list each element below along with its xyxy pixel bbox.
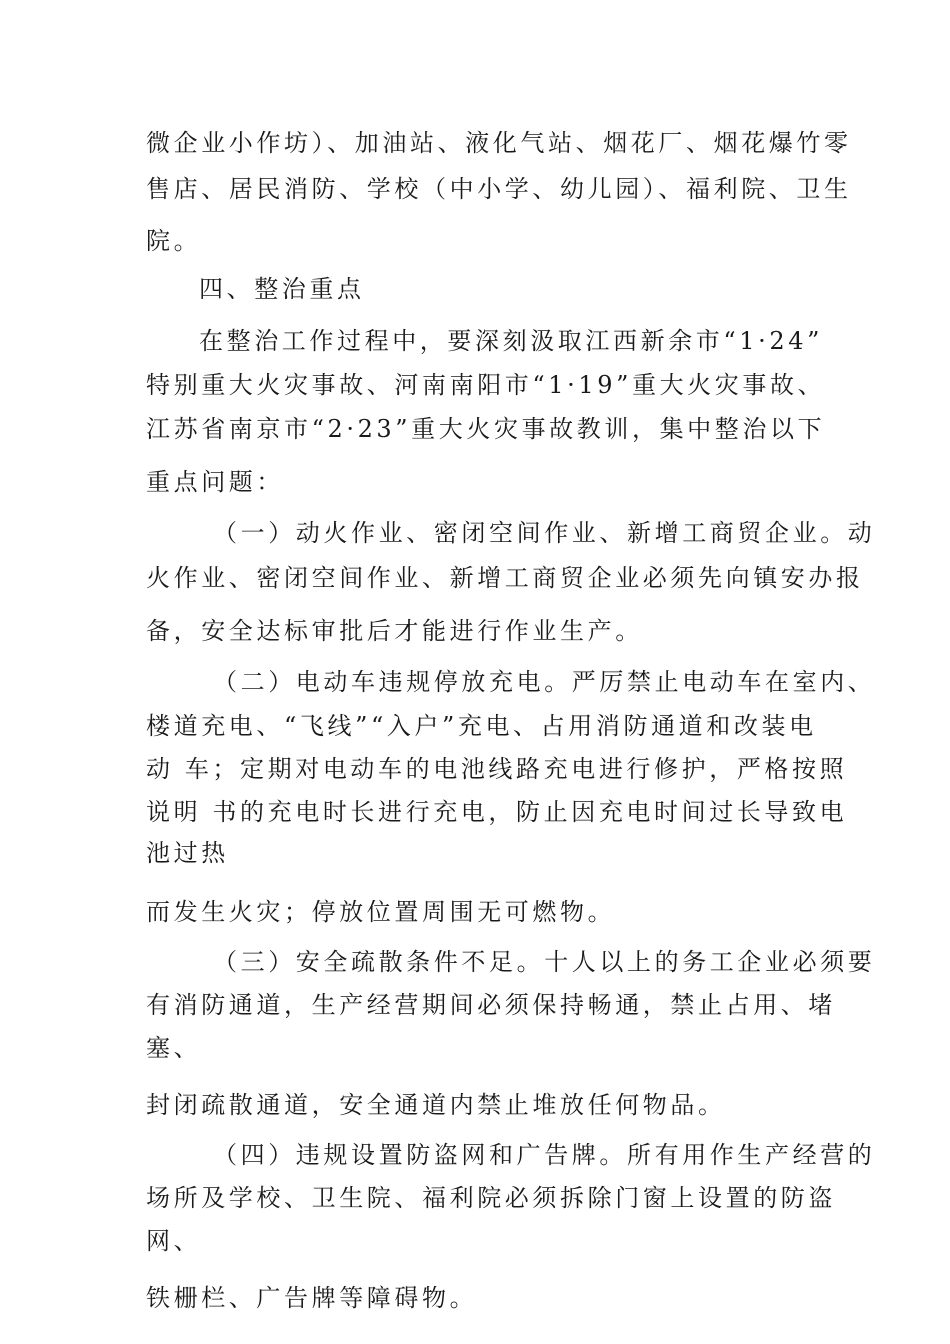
body-text-line: 火作业、密闭空间作业、新增工商贸企业必须先向镇安办报 (146, 564, 864, 592)
body-text-line: 售店、居民消防、学校（中小学、幼儿园）、福利院、卫生 (146, 175, 852, 203)
body-text-line: 楼道充电、“飞线”“入户”充电、占用消防通道和改装电 (146, 712, 817, 740)
body-text-line: 场所及学校、卫生院、福利院必须拆除门窗上设置的防盗 (146, 1184, 836, 1212)
body-text-line: 院。 (146, 227, 202, 255)
subsection-heading: （四）违规设置防盗网和广告牌。所有用作生产经营的 (213, 1141, 876, 1169)
body-text-line: 网、 (146, 1227, 202, 1255)
body-text-line: 备，安全达标审批后才能进行作业生产。 (146, 617, 643, 645)
body-text-line: 动 车；定期对电动车的电池线路充电进行修护，严格按照 (146, 755, 848, 783)
subsection-heading: （二）电动车违规停放充电。严厉禁止电动车在室内、 (213, 668, 876, 696)
body-text-line: 特别重大火灾事故、河南南阳市“1·19”重大火灾事故、 (146, 371, 826, 399)
body-text-line: 微企业小作坊）、加油站、液化气站、烟花厂、烟花爆竹零 (146, 129, 852, 157)
body-text-line: 有消防通道，生产经营期间必须保持畅通，禁止占用、堵 (146, 991, 836, 1019)
subsection-heading: （一）动火作业、密闭空间作业、新增工商贸企业。动 (213, 519, 876, 547)
body-text-line: 封闭疏散通道，安全通道内禁止堆放任何物品。 (146, 1091, 726, 1119)
body-text-line: 铁栅栏、广告牌等障碍物。 (146, 1284, 478, 1312)
subsection-heading: （三）安全疏散条件不足。十人以上的务工企业必须要 (213, 948, 876, 976)
body-text-line: 重点问题： (146, 468, 284, 496)
section-heading: 四、整治重点 (199, 275, 365, 303)
body-text-line: 江苏省南京市“2·23”重大火灾事故教训，集中整治以下 (146, 415, 826, 443)
body-text-line: 说明 书的充电时长进行充电，防止因充电时间过长导致电 (146, 798, 848, 826)
body-text-line: 在整治工作过程中，要深刻汲取江西新余市“1·24” (199, 327, 823, 355)
body-text-line: 塞、 (146, 1034, 202, 1062)
body-text-line: 池过热 (146, 839, 229, 867)
body-text-line: 而发生火灾；停放位置周围无可燃物。 (146, 898, 616, 926)
